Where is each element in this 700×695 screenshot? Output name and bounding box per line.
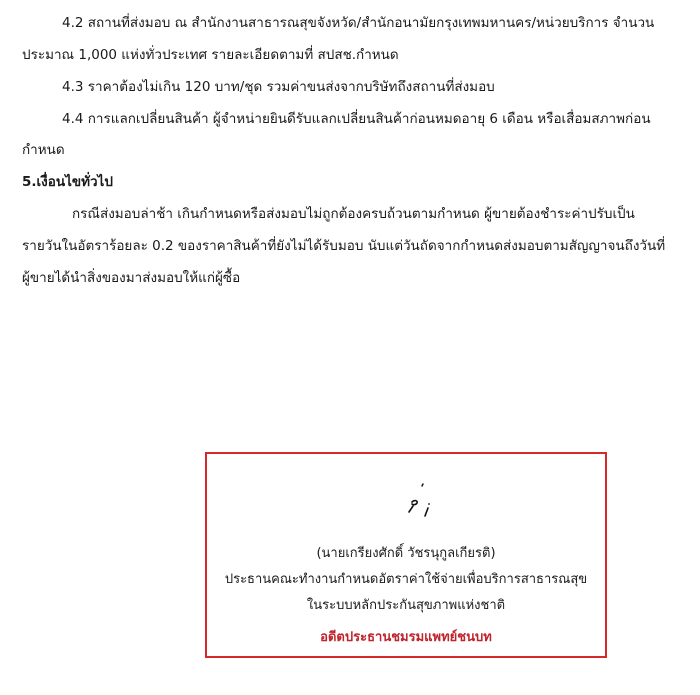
section-5-heading: 5.เงื่อนไขทั่วไป bbox=[22, 174, 113, 190]
section-5-line-2: รายวันในอัตราร้อยละ 0.2 ของราคาสินค้าที่ยังไม่ได้รับมอบ นับแต่วันถัดจากกำหนดส่งมอบตามสัญญาจนถึงวันที่ bbox=[22, 238, 666, 254]
signatory-position-line-2: ในระบบหลักประกันสุขภาพแห่งชาติ bbox=[306, 598, 506, 613]
former-chair-note: อดีตประธานชมรมแพทย์ชนบท bbox=[320, 630, 492, 645]
handwritten-signature bbox=[387, 472, 447, 532]
paragraph-4-4-line-1: 4.4 การแลกเปลี่ยนสินค้า ผู้จำหน่ายยินดีรับแลกเปลี่ยนสินค้าก่อนหมดอายุ 6 เดือน หรือเสื่อมสภาพก่อน bbox=[62, 111, 651, 127]
signature-box bbox=[205, 452, 607, 658]
paragraph-4-2-line-1: 4.2 สถานที่ส่งมอบ ณ สำนักงานสาธารณสุขจังหวัด/สำนักอนามัยกรุงเทพมหานคร/หน่วยบริการ จำนวน bbox=[62, 15, 655, 31]
signatory-name: (นายเกรียงศักดิ์ วัชรนุกูลเกียรติ) bbox=[316, 546, 496, 561]
paragraph-4-2-line-2: ประมาณ 1,000 แห่งทั่วประเทศ รายละเอียดตามที่ สปสช.กำหนด bbox=[22, 47, 399, 63]
paragraph-4-4-line-2: กำหนด bbox=[22, 142, 65, 158]
paragraph-4-3: 4.3 ราคาต้องไม่เกิน 120 บาท/ชุด รวมค่าขนส่งจากบริษัทถึงสถานที่ส่งมอบ bbox=[62, 79, 495, 95]
section-5-line-3: ผู้ขายได้นำสิ่งของมาส่งมอบให้แก่ผู้ซื้อ bbox=[22, 270, 241, 286]
section-5-line-1: กรณีส่งมอบล่าช้า เกินกำหนดหรือส่งมอบไม่ถูกต้องครบถ้วนตามกำหนด ผู้ขายต้องชำระค่าปรับเป็น bbox=[72, 206, 635, 222]
signatory-position-line-1: ประธานคณะทำงานกำหนดอัตราค่าใช้จ่ายเพื่อบริการสาธารณสุข bbox=[224, 572, 588, 587]
